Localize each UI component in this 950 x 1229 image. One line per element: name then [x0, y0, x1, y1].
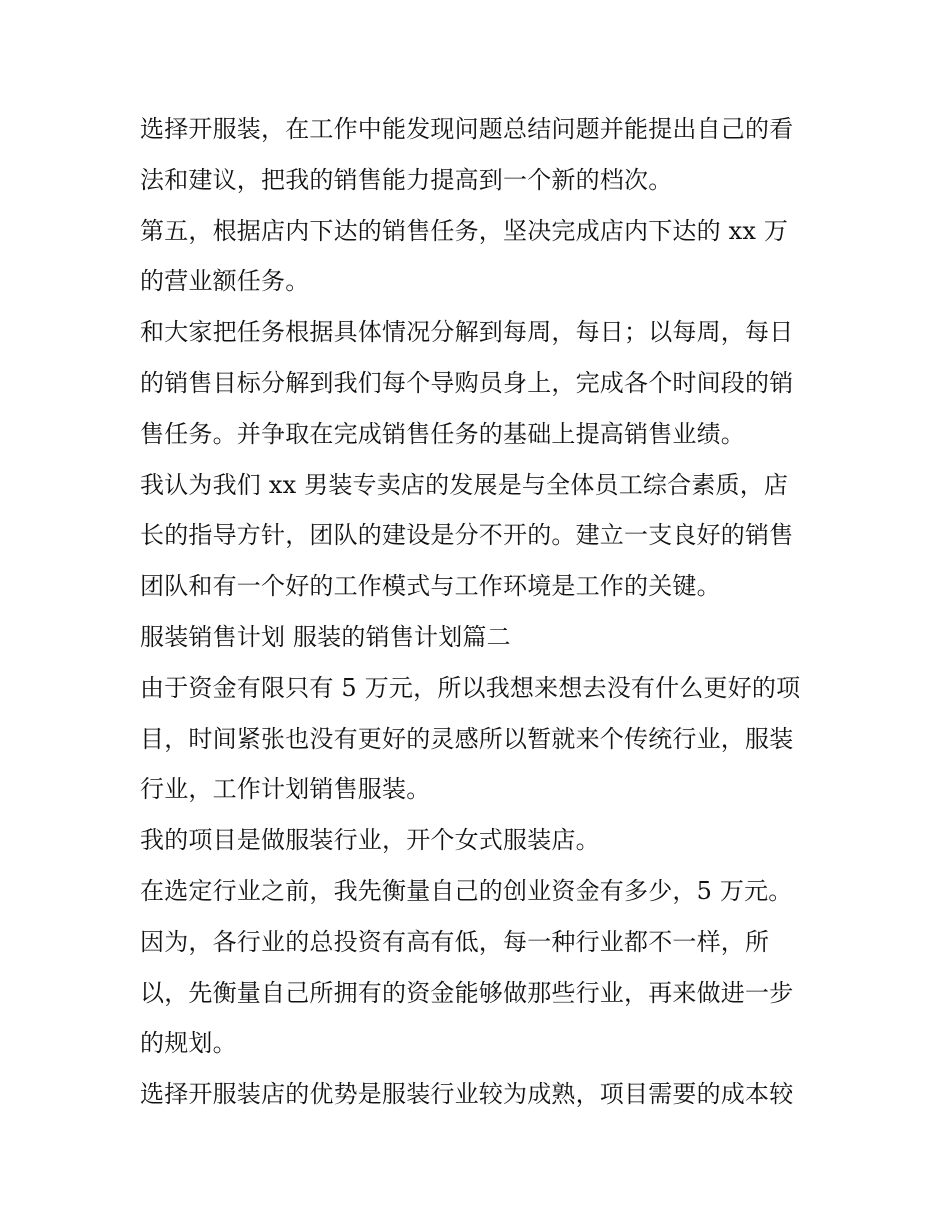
section-heading: 服装销售计划 服装的销售计划篇二: [140, 622, 511, 651]
text-line: 的销售目标分解到我们每个导购员身上，完成各个时间段的销: [140, 368, 794, 397]
text-line: 长的指导方针，团队的建设是分不开的。建立一支良好的销售: [140, 521, 794, 550]
text-line: 团队和有一个好的工作模式与工作环境是工作的关键。: [140, 572, 721, 601]
text-line: 在选定行业之前，我先衡量自己的创业资金有多少，5 万元。: [140, 876, 793, 905]
text-line: 第五，根据店内下达的销售任务，坚决完成店内下达的 xx 万: [140, 216, 789, 245]
text-line: 我的项目是做服装行业，开个女式服装店。: [140, 826, 600, 855]
text-line: 选择开服装，在工作中能发现问题总结问题并能提出自己的看: [140, 115, 794, 143]
text-line: 以，先衡量自己所拥有的资金能够做那些行业，再来做进一步: [140, 978, 794, 1007]
document-body: [140, 104, 820, 1120]
text-line: 选择开服装店的优势是服装行业较为成熟，项目需要的成本较: [140, 1080, 794, 1109]
text-line: 目，时间紧张也没有更好的灵感所以暂就来个传统行业，服装: [140, 724, 794, 753]
text-line: 我认为我们 xx 男装专卖店的发展是与全体员工综合素质，店: [140, 470, 789, 499]
text-line: 的营业额任务。: [140, 267, 310, 296]
text-line: 和大家把任务根据具体情况分解到每周，每日；以每周，每日: [140, 318, 794, 347]
text-line: 由于资金有限只有 5 万元，所以我想来想去没有什么更好的项: [140, 673, 801, 702]
text-line: 的规划。: [140, 1029, 237, 1058]
text-line: 因为，各行业的总投资有高有低，每一种行业都不一样，所: [140, 927, 770, 956]
text-line: 法和建议，把我的销售能力提高到一个新的档次。: [140, 165, 673, 194]
text-line: 行业，工作计划销售服装。: [140, 775, 431, 804]
text-line: 售任务。并争取在完成销售任务的基础上提高销售业绩。: [140, 419, 745, 448]
